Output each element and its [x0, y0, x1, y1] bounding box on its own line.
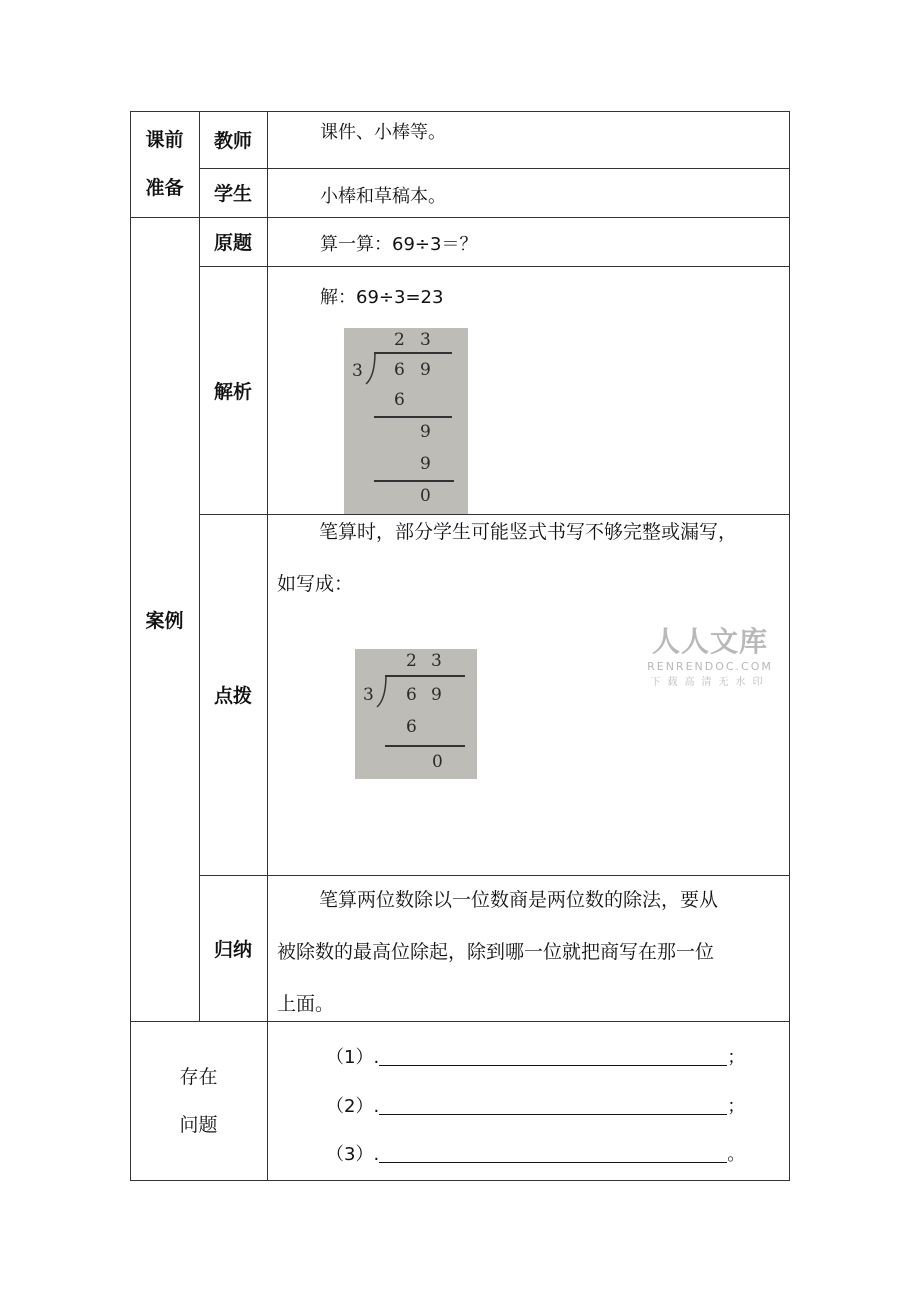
analysis-label: 解析: [213, 380, 252, 403]
issue-blank-2[interactable]: [379, 1096, 727, 1115]
summary-paragraph: [277, 874, 787, 1030]
student-label: 学生: [213, 183, 252, 205]
issue-end: ；: [727, 1096, 746, 1117]
step-product-1: 6: [394, 390, 405, 410]
summary-label: 归纳: [213, 938, 252, 961]
division-bracket: [364, 352, 378, 386]
dividend-ones: 9: [420, 360, 431, 380]
quotient-digit-ones: 3: [431, 651, 442, 671]
hint-line1: 笔算时，部分学生可能竖式书写不够完整或漏写，: [319, 521, 738, 543]
dividend-tens: 6: [394, 360, 405, 380]
quotient-digit-tens: 2: [394, 330, 405, 350]
step-remainder-1: 9: [420, 422, 431, 442]
issue-item-3: [326, 1140, 745, 1166]
issues-label-line1: 存在: [179, 1065, 218, 1088]
student-text: 小棒和草稿本。: [320, 186, 446, 207]
quotient-digit-tens: 2: [406, 651, 417, 671]
issue-blank-1[interactable]: [379, 1047, 727, 1066]
case-label: 案例: [145, 609, 184, 632]
step-product-2: 9: [420, 454, 431, 474]
hint-line2: 如写成：: [277, 573, 354, 595]
hint-label: 点拨: [213, 685, 252, 707]
issue-end: ；: [727, 1047, 746, 1068]
watermark-domain: RENRENDOC.COM: [647, 660, 773, 673]
watermark-slogan: 下载高清无水印: [650, 677, 770, 688]
watermark-title: 人人文库: [651, 625, 768, 658]
issue-end: 。: [727, 1144, 746, 1165]
analysis-text: 解：69÷3=23: [320, 287, 444, 308]
problem-label: 原题: [213, 232, 252, 254]
full-division-photo: [344, 328, 468, 514]
issue-item-2: [326, 1092, 745, 1118]
quotient-digit-ones: 3: [420, 330, 431, 350]
issues-label: [130, 1021, 267, 1180]
incomplete-division-photo: [355, 649, 477, 779]
prep-label-line1: 课前: [145, 129, 184, 151]
teacher-label: 教师: [213, 130, 252, 152]
step-product-1: 6: [406, 717, 417, 737]
final-remainder: 0: [420, 486, 431, 506]
prep-label: [130, 111, 199, 217]
divisor: 3: [363, 685, 374, 705]
issues-label-line2: 问题: [179, 1113, 218, 1136]
issue-number: （1）.: [326, 1047, 380, 1068]
summary-line2: 被除数的最高位除起，除到哪一位就把商写在那一位: [277, 941, 715, 963]
division-bracket: [375, 675, 389, 709]
issue-number: （2）.: [326, 1096, 380, 1117]
dividend-ones: 9: [431, 685, 442, 705]
issue-number: （3）.: [326, 1144, 380, 1165]
watermark: [646, 620, 774, 688]
teacher-text: 课件、小棒等。: [320, 122, 446, 143]
summary-line3: 上面。: [277, 993, 335, 1015]
prep-label-line2: 准备: [145, 177, 184, 199]
problem-text: 算一算：69÷3＝？: [320, 234, 478, 255]
final-remainder: 0: [432, 752, 443, 772]
dividend-tens: 6: [406, 685, 417, 705]
issue-item-1: [326, 1043, 745, 1069]
issue-blank-3[interactable]: [379, 1144, 727, 1163]
summary-line1: 笔算两位数除以一位数商是两位数的除法，要从: [319, 889, 719, 911]
hint-paragraph: [277, 506, 787, 610]
divisor: 3: [352, 361, 363, 381]
